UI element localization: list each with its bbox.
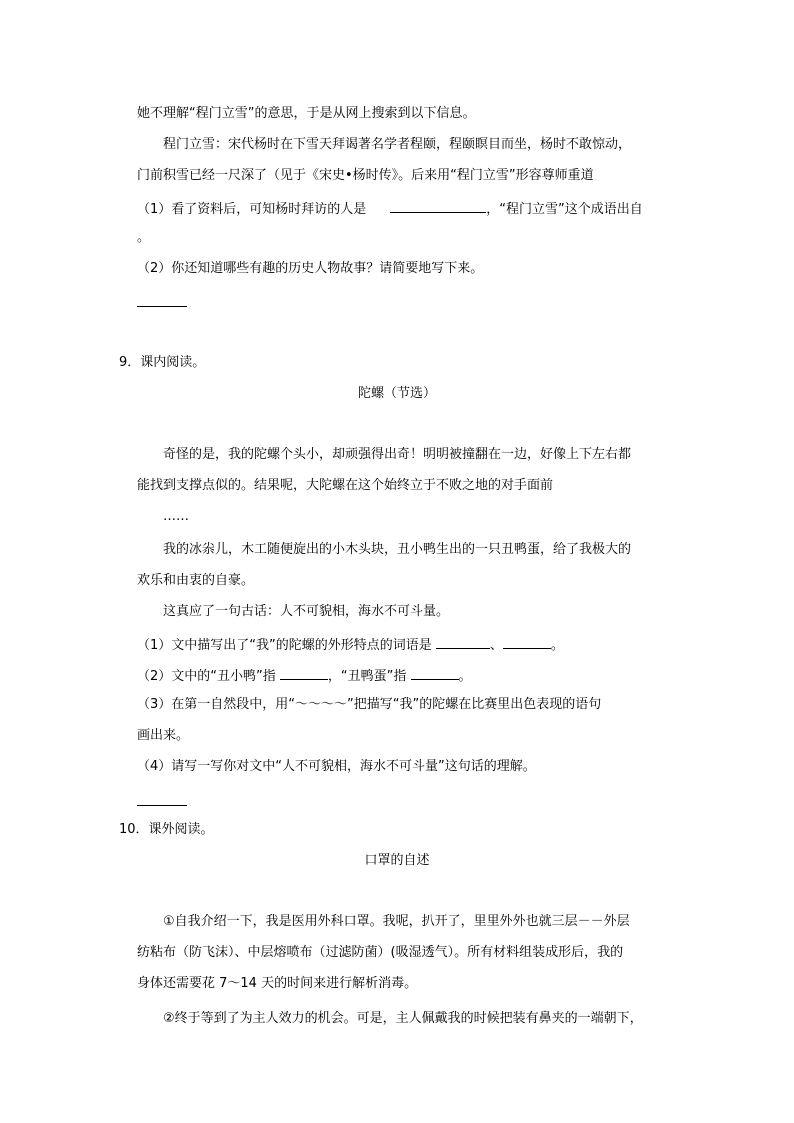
q8-sub1-answer-blank[interactable] [390, 199, 486, 213]
q10-para1-line-1: ①自我介绍一下，我是医用外科口罩。我呢，扒开了，里里外外也就三层－－外层 [163, 914, 630, 929]
q10-heading: 10．课外阅读。 [119, 822, 214, 837]
q9-sub2-blank-2[interactable] [411, 666, 459, 680]
q9-subquestion-2 [137, 666, 472, 685]
q9-sub2-text-a: （2）文中的“丑小鸭”指 [137, 669, 276, 684]
q9-heading: 9．课内阅读。 [119, 355, 206, 370]
q9-ellipsis: …… [163, 509, 189, 524]
q10-para1-line-3: 身体还需要花 7～14 天的时间来进行解析消毒。 [137, 976, 418, 991]
q9-para1-line-1: 奇怪的是，我的陀螺个头小，却顽强得出奇！明明被撞翻在一边，好像上下左右都 [163, 447, 632, 462]
q9-sub1-separator: 、 [489, 638, 503, 653]
q9-sub2-blank-1[interactable] [280, 666, 328, 680]
q8-subquestion-2: （2）你还知道哪些有趣的历史人物故事？请简要地写下来。 [137, 261, 484, 276]
q9-answer-line[interactable] [137, 805, 187, 806]
q9-subquestion-1 [137, 635, 564, 654]
q9-subquestion-3-line-2: 画出来。 [137, 728, 190, 743]
q10-para2-line-1: ②终于等到了为主人效力的机会。可是，主人佩戴我的时候把装有鼻夹的一端朝下， [163, 1011, 643, 1026]
q8-intro: 她不理解“程门立雪”的意思，于是从网上搜索到以下信息。 [137, 106, 476, 121]
q8-info-line-2: 门前积雪已经一尺深了（见于《宋史•杨时传》。后来用“程门立雪”形容尊师重道 [137, 168, 594, 183]
q8-info-line-1: 程门立雪：宋代杨时在下雪天拜谒著名学者程颐，程颐瞑目而坐，杨时不敢惊动， [163, 137, 632, 152]
q8-sub1-text-b: ，“程门立雪”这个成语出自 [486, 202, 643, 217]
q10-para1-line-2: 纺粘布（防飞沫）、中层熔喷布（过滤防菌）(吸湿透气）。所有材料组装成形后，我的 [137, 945, 624, 960]
q9-sub2-end: 。 [458, 669, 472, 684]
q9-sub1-blank-1[interactable] [436, 635, 490, 649]
q9-sub1-blank-2[interactable] [503, 635, 551, 649]
q8-answer-line[interactable] [137, 306, 187, 307]
q8-subquestion-1 [137, 199, 643, 218]
q8-sub1-text-a: （1）看了资料后，可知杨时拜访的人是 [137, 202, 367, 217]
q9-para2-line-1: 我的冰尜儿，木工随便旋出的小木头块，丑小鸭生出的一只丑鸭蛋，给了我极大的 [163, 542, 632, 557]
q9-subquestion-3-line-1: （3）在第一自然段中，用“～～～～”把描写“我”的陀螺在比赛里出色表现的语句 [137, 697, 602, 712]
q9-sub2-text-b: ，“丑鸭蛋”指 [327, 669, 407, 684]
q9-para3: 这真应了一句古话：人不可貌相，海水不可斗量。 [163, 604, 450, 619]
q9-passage-title: 陀螺（节选） [357, 386, 436, 401]
q9-sub1-text-a: （1）文中描写出了“我”的陀螺的外形特点的词语是 [137, 638, 432, 653]
q9-subquestion-4: （4）请写一写你对文中“人不可貌相，海水不可斗量”这句话的理解。 [137, 759, 536, 774]
q9-sub1-end: 。 [550, 638, 564, 653]
q9-para2-line-2: 欢乐和由衷的自豪。 [137, 573, 255, 588]
q8-sub1-end: 。 [137, 230, 151, 245]
q9-para1-line-2: 能找到支撑点似的。结果呢，大陀螺在这个始终立于不败之地的对手面前 [137, 478, 554, 493]
q10-passage-title: 口罩的自述 [364, 853, 430, 868]
